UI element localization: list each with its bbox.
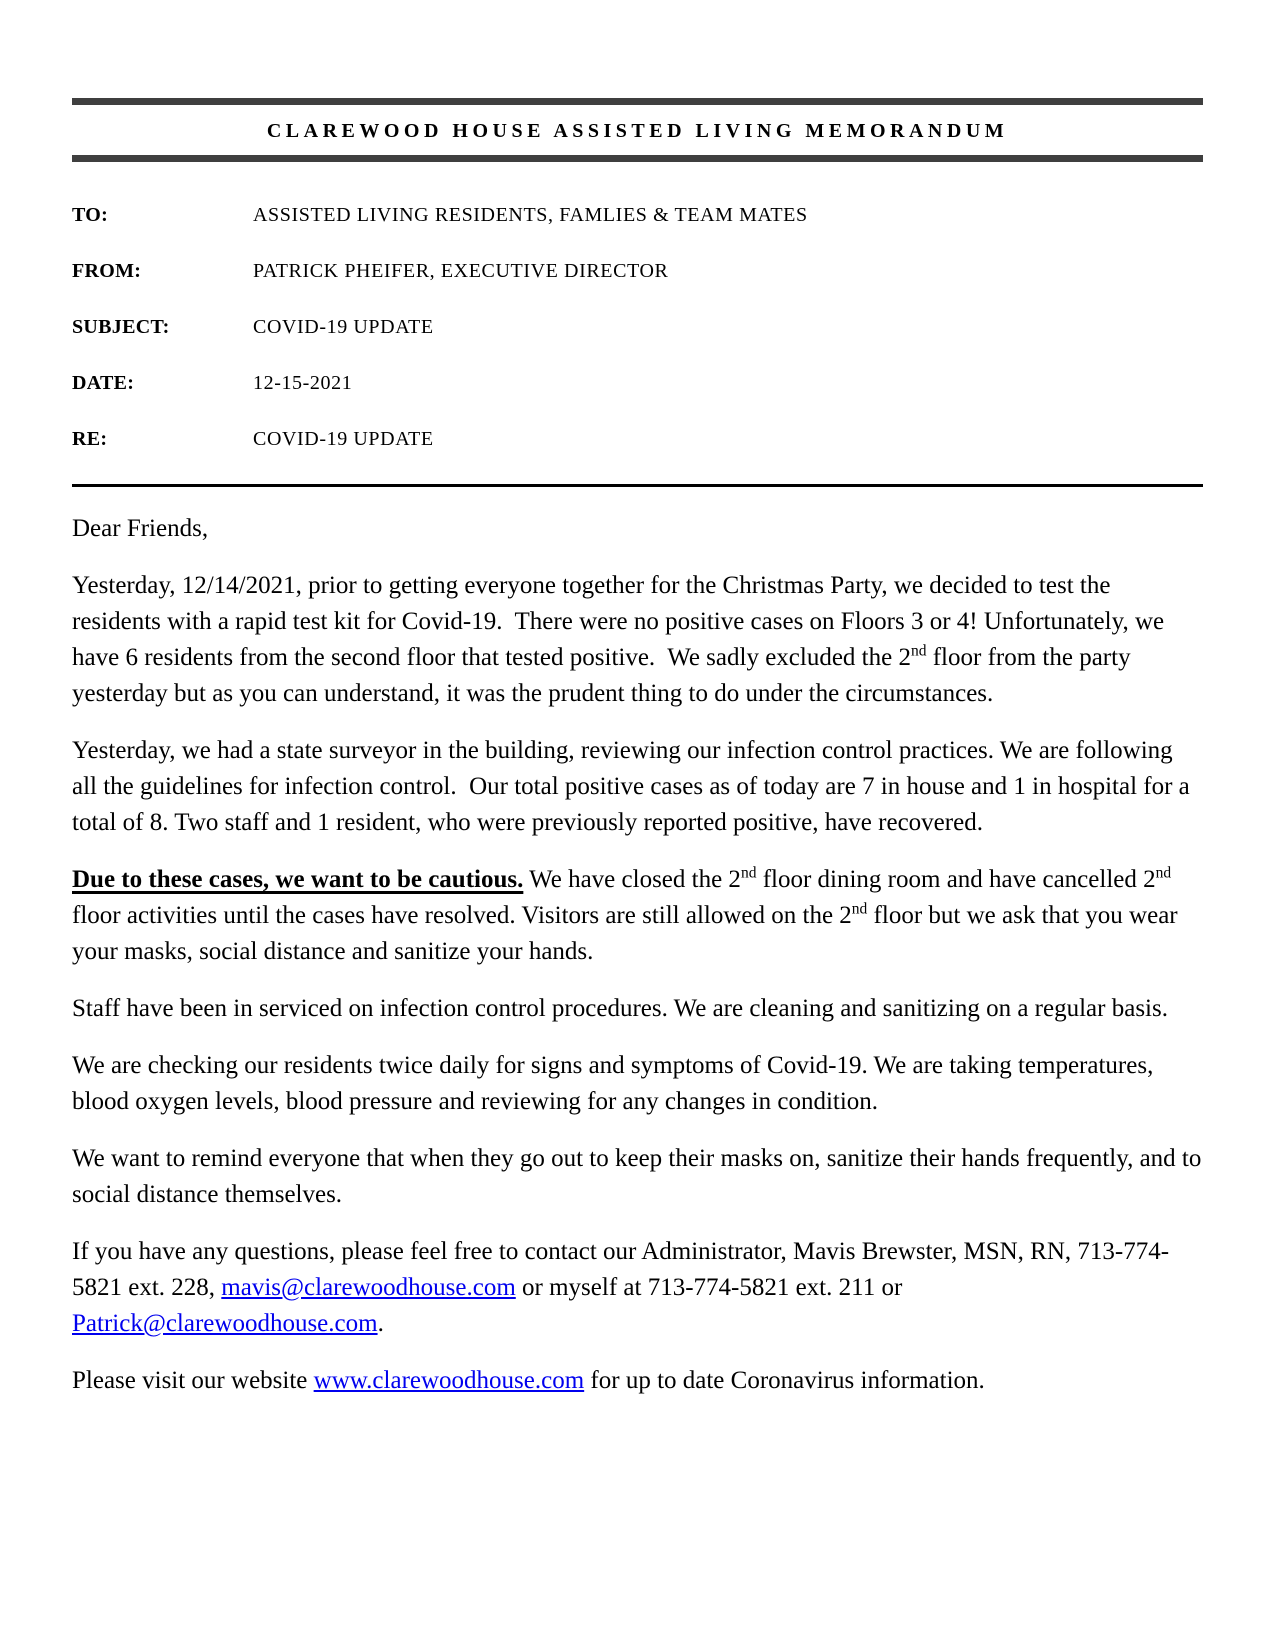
field-row-date <box>72 372 1203 395</box>
paragraph-website: Please visit our website www.clarewoodhouse.com for up to date Coronavirus information. <box>72 1367 985 1394</box>
field-value-re: COVID-19 UPDATE <box>253 428 434 450</box>
memo-title: CLAREWOOD HOUSE ASSISTED LIVING MEMORANDUM <box>266 120 1009 142</box>
field-label-re: RE: <box>72 428 108 450</box>
field-value-date: 12-15-2021 <box>253 372 353 394</box>
paragraph-contact-info: If you have any questions, please feel free to contact our Administrator, Mavis Brewster, MSN, RN, 713-774-5821 ext. 228, mavis@clarewoodhouse.com or myself at 713-774-5821 ext. 211 or Patrick@clarewoodhouse.com. <box>72 1238 1170 1337</box>
paragraph-mask-reminder: We want to remind everyone that when they go out to keep their masks on, sanitize their hands frequently, and to social distance themselves. <box>72 1145 1208 1208</box>
paragraph-state-surveyor: Yesterday, we had a state surveyor in the building, reviewing our infection control practices. We are following all the guidelines for infection control. Our total positive cases as of today are 7 in house and 1 in hospital for a total of 8. Two staff and 1 resident, who were previously reported positive, have recovered. <box>72 737 1197 836</box>
ordinal-superscript: nd <box>1155 864 1172 882</box>
field-label-to: TO: <box>72 204 109 226</box>
field-row-to <box>72 204 1203 227</box>
ordinal-superscript: nd <box>740 864 757 882</box>
memo-body <box>72 511 1208 1399</box>
paragraph-testing-update: Yesterday, 12/14/2021, prior to getting everyone together for the Christmas Party, we decided to test the residents with a rapid test kit for Covid-19. There were no positive cases on Floors 3 or 4! Unfortunately, we have 6 residents from the second floor that tested positive. We sadly excluded the 2nd floor from the party yesterday but as you can understand, it was the prudent thing to do under the circumstances. <box>72 572 1171 707</box>
paragraph-staff-inservice: Staff have been in serviced on infection control procedures. We are cleaning and sanitizing on a regular basis. <box>72 995 1168 1022</box>
ordinal-superscript: nd <box>910 642 927 660</box>
field-row-re <box>72 428 1203 451</box>
ordinal-superscript: nd <box>851 900 868 918</box>
field-value-from: PATRICK PHEIFER, EXECUTIVE DIRECTOR <box>253 260 669 282</box>
mavis-email-link[interactable]: mavis@clarewoodhouse.com <box>221 1274 516 1301</box>
header-separator-rule <box>72 484 1203 487</box>
memo-header <box>72 98 1203 162</box>
paragraph-resident-checks: We are checking our residents twice daily for signs and symptoms of Covid-19. We are taking temperatures, blood oxygen levels, blood pressure and reviewing for any changes in condition. <box>72 1052 1160 1115</box>
field-row-subject <box>72 316 1203 339</box>
website-link[interactable]: www.clarewoodhouse.com <box>313 1367 585 1394</box>
title-bottom-rule <box>72 155 1203 162</box>
emphasis-bold-underline: Due to these cases, we want to be cautious. <box>72 866 524 893</box>
field-label-date: DATE: <box>72 372 135 394</box>
memo-fields <box>72 204 1203 451</box>
field-label-from: FROM: <box>72 260 142 282</box>
top-double-rule <box>72 98 1203 105</box>
field-value-subject: COVID-19 UPDATE <box>253 316 434 338</box>
patrick-email-link[interactable]: Patrick@clarewoodhouse.com <box>72 1310 378 1337</box>
field-row-from <box>72 260 1203 283</box>
field-value-to: ASSISTED LIVING RESIDENTS, FAMLIES & TEAM MATES <box>253 204 808 226</box>
field-label-subject: SUBJECT: <box>72 316 170 338</box>
salutation: Dear Friends, <box>72 515 209 542</box>
paragraph-cautious-measures: Due to these cases, we want to be cautious. We have closed the 2nd floor dining room and have cancelled 2nd floor activities until the cases have resolved. Visitors are still allowed on the 2nd floor but we ask that you wear your masks, social distance and sanitize your hands. <box>72 864 1184 965</box>
